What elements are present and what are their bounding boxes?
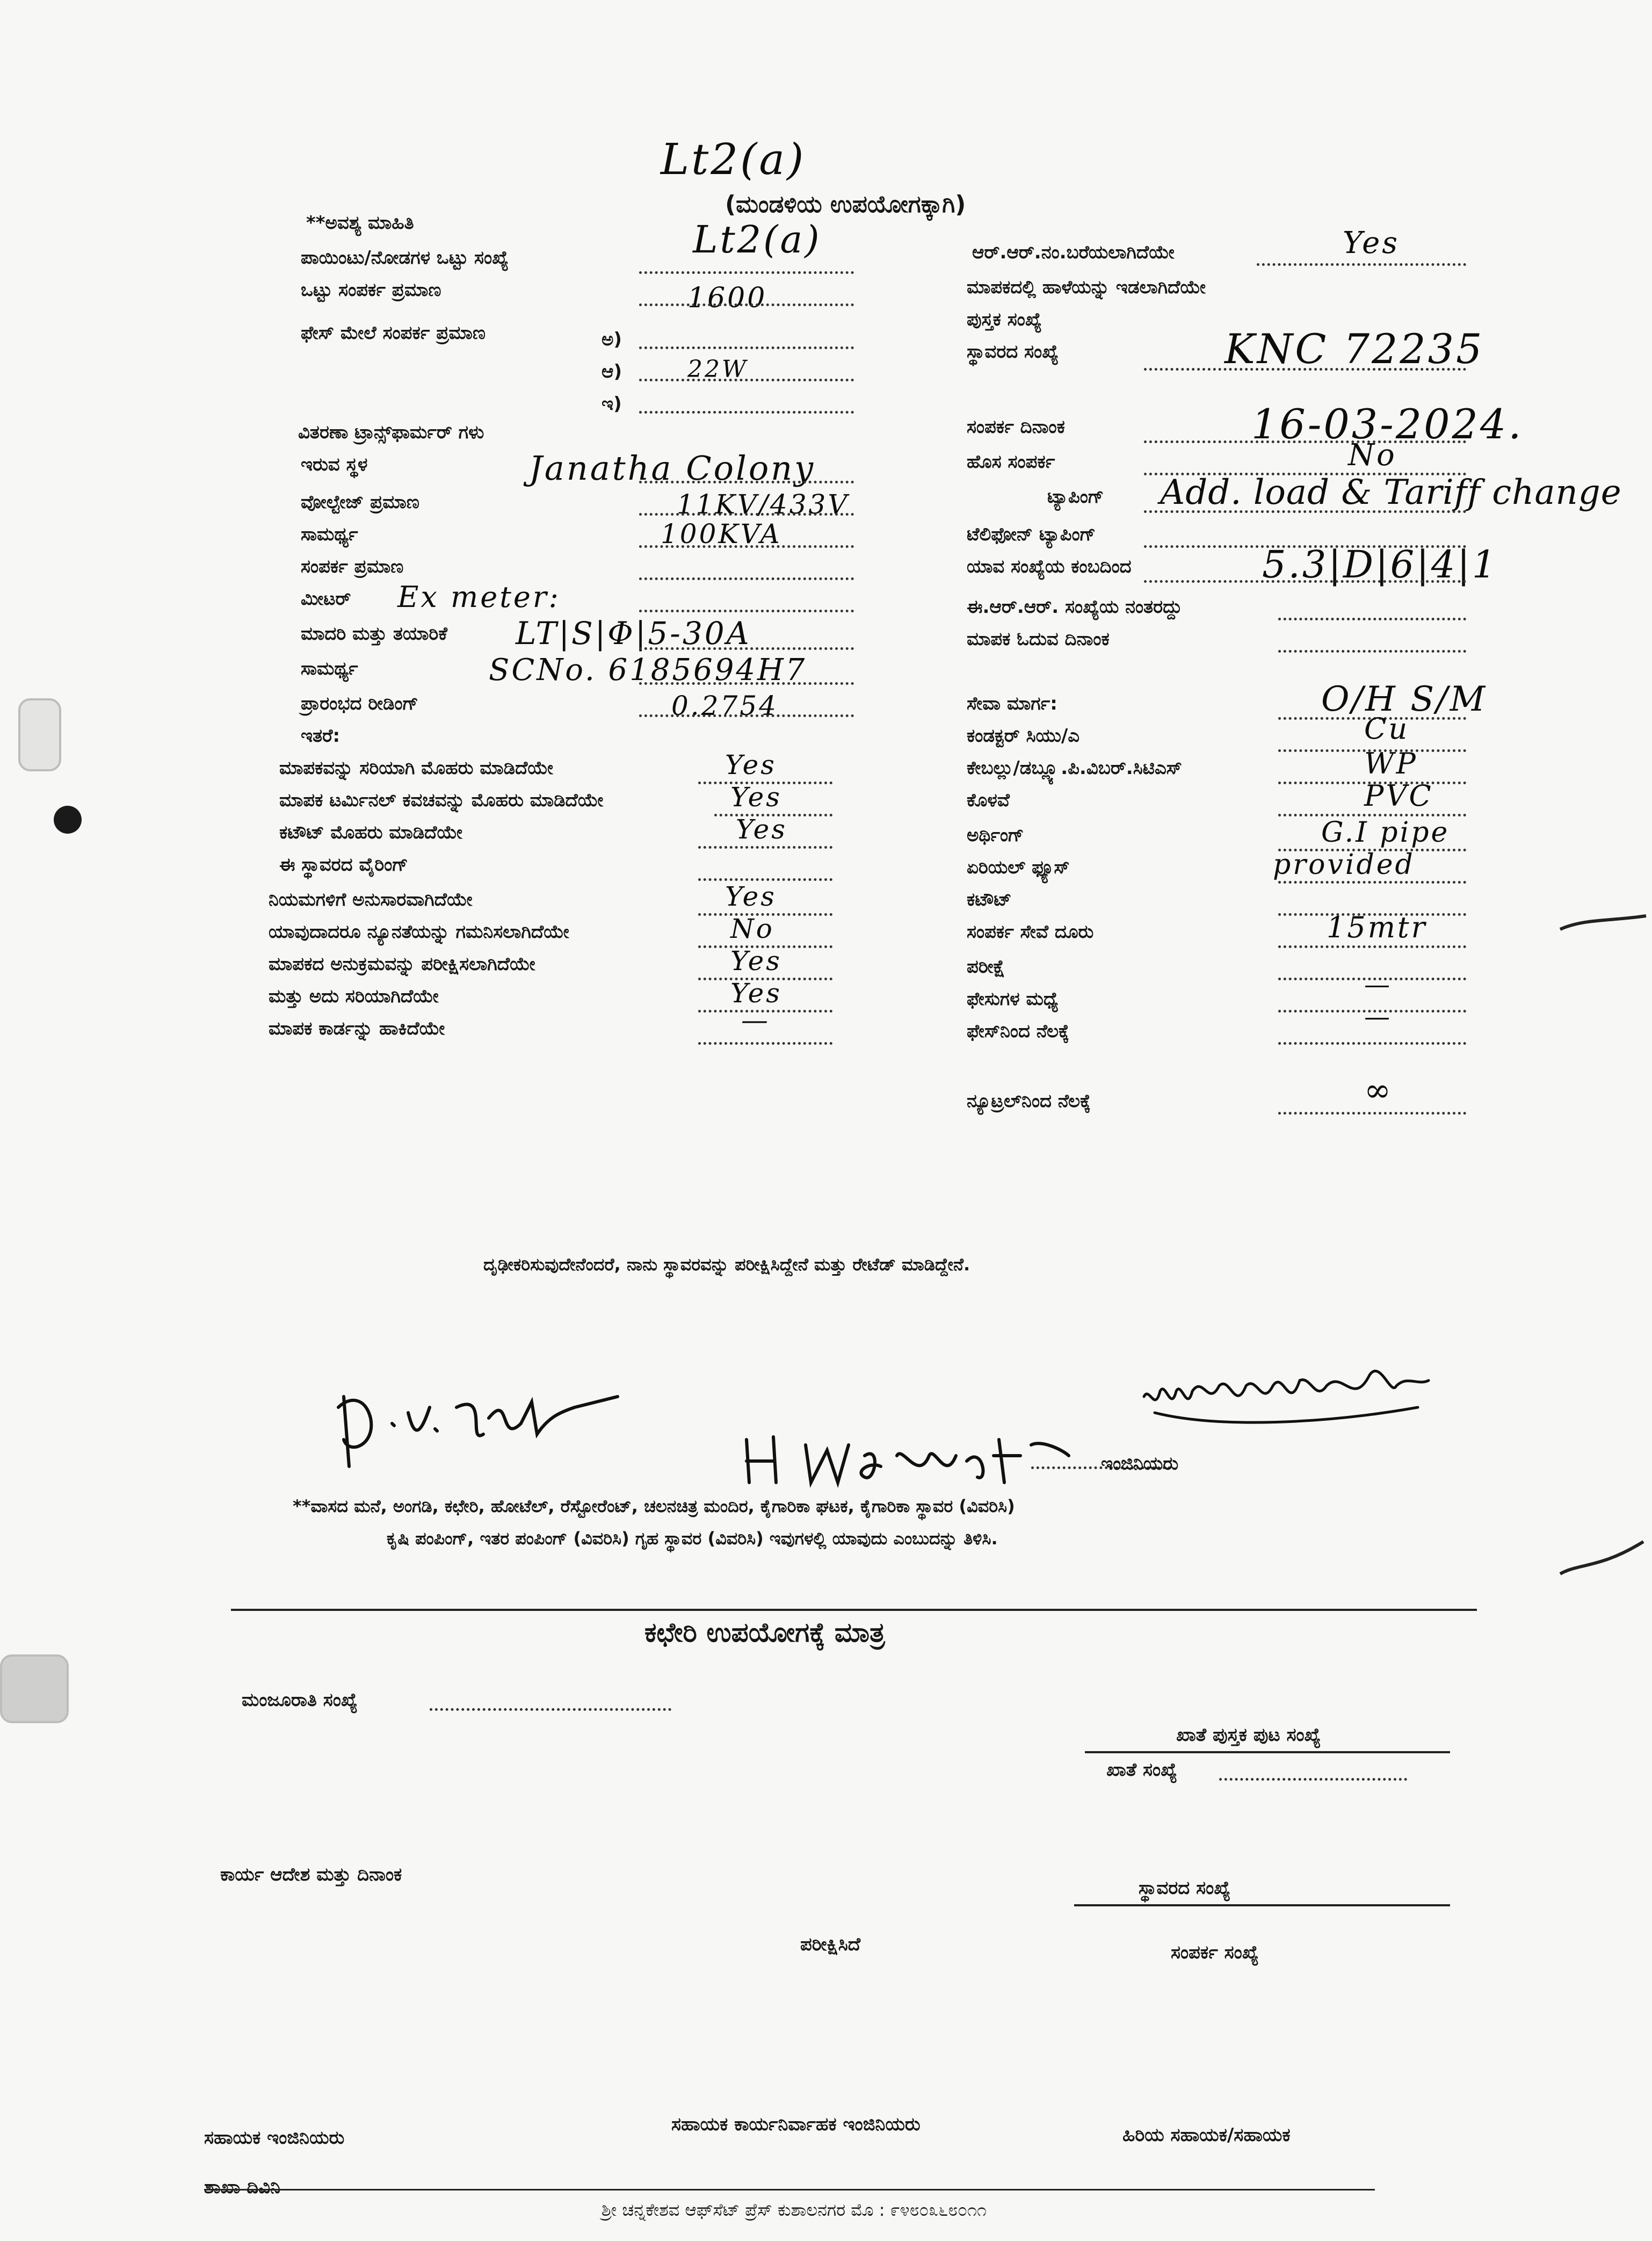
right-label-3: ಪುಸ್ತಕ ಸಂಖ್ಯೆ bbox=[967, 309, 1042, 330]
left-others: ಇತರೆ: bbox=[301, 725, 340, 747]
handwritten-top: Lt2(a) bbox=[661, 134, 806, 184]
right-label-17: ಏರಿಯಲ್ ಫ್ಯೂಸ್ bbox=[967, 857, 1070, 878]
office-sanction-line bbox=[430, 1708, 671, 1711]
right-label-6: ಹೊಸ ಸಂಪರ್ಕ bbox=[967, 451, 1055, 473]
left-check-8: ಮತ್ತು ಅದು ಸರಿಯಾಗಿದೆಯೇ bbox=[269, 986, 439, 1007]
left-check-6-value: No bbox=[730, 913, 774, 944]
right-label-11: ಮಾಪಕ ಓದುವ ದಿನಾಂಕ bbox=[967, 628, 1110, 650]
signature-1 bbox=[328, 1375, 628, 1472]
right-line-5 bbox=[1144, 440, 1466, 443]
left-line-6 bbox=[639, 513, 854, 516]
phase-a: ಅ) bbox=[602, 329, 622, 350]
right-label-7: ಟ್ಯಾಪಿಂಗ್ bbox=[1047, 486, 1104, 508]
left-check-line-9 bbox=[698, 1042, 832, 1045]
office-ledger-page: ಖಾತೆ ಪುಸ್ತಕ ಪುಟ ಸಂಖ್ಯೆ bbox=[1176, 1724, 1321, 1746]
right-label-4: ಸ್ಥಾವರದ ಸಂಖ್ಯೆ bbox=[967, 341, 1059, 363]
office-installation-line bbox=[1074, 1904, 1450, 1906]
phase-c: ಇ) bbox=[602, 393, 622, 415]
right-label-20: ಪರೀಕ್ಷೆ bbox=[967, 956, 1005, 978]
left-check-3: ಕಟೌಟ್ ಮೊಹರು ಮಾಡಿದೆಯೇ bbox=[279, 822, 463, 843]
left-label-1: ಪಾಯಿಂಟು/ನೋಡಗಳ ಒಟ್ಟು ಸಂಖ್ಯೆ bbox=[301, 247, 509, 269]
left-value-2: 1600 bbox=[687, 282, 767, 314]
left-value-6: 11KV/433V bbox=[677, 489, 850, 520]
punch-hole bbox=[54, 806, 82, 834]
binder-clip-bottom bbox=[0, 1654, 69, 1723]
phase-b: ಆ) bbox=[602, 361, 622, 382]
left-label-6: ವೋಲ್ಟೇಜ್ ಪ್ರಮಾಣ bbox=[301, 491, 419, 513]
office-ledger-line bbox=[1085, 1751, 1450, 1753]
right-value-15: PVC bbox=[1364, 779, 1433, 813]
left-line-8 bbox=[639, 577, 854, 580]
left-label-5: ಇರುವ ಸ್ಥಳ bbox=[301, 454, 368, 475]
binder-clip-top bbox=[18, 698, 61, 771]
left-check-9-value: — bbox=[741, 1004, 770, 1036]
left-check-5: ನಿಯಮಗಳಿಗೆ ಅನುಸಾರವಾಗಿದೆಯೇ bbox=[269, 889, 473, 910]
office-asst-engineer: ಸಹಾಯಕ ಇಂಜಿನಿಯರು bbox=[204, 2127, 345, 2149]
right-value-14: WP bbox=[1364, 747, 1418, 780]
right-label-10: ಈ.ಆರ್.ಆರ್. ಸಂಖ್ಯೆಯ ನಂತರದ್ದು bbox=[967, 596, 1182, 618]
left-line-12 bbox=[639, 714, 854, 717]
right-label-14: ಕೇಬಲ್ಲು/ಡಬ್ಲ್ಯೂ.ಪಿ.ವಿಬರ್.ಸಿಟಿಎಸ್ bbox=[967, 757, 1182, 779]
right-line-10 bbox=[1278, 618, 1466, 620]
right-label-19: ಸಂಪರ್ಕ ಸೇವೆ ದೂರು bbox=[967, 921, 1094, 943]
left-line-5 bbox=[639, 481, 854, 483]
right-value-21: — bbox=[1364, 970, 1392, 1000]
left-check-1-value: Yes bbox=[725, 749, 777, 780]
right-label-13: ಕಂಡಕ್ಟರ್ ಸಿಯು/ಎ bbox=[967, 725, 1080, 747]
left-check-8-value: Yes bbox=[730, 978, 782, 1009]
left-label-2: ಒಟ್ಟು ಸಂಪರ್ಕ ಪ್ರಮಾಣ bbox=[301, 279, 441, 301]
left-line-11 bbox=[639, 682, 854, 685]
left-check-7-value: Yes bbox=[730, 945, 782, 977]
left-line-3c bbox=[639, 411, 854, 414]
right-line-1 bbox=[1257, 263, 1466, 266]
left-line-3b bbox=[639, 379, 854, 381]
printer-credit: ಶ್ರೀ ಚನ್ನಕೇಶವ ಆಫ್‌ಸೆಟ್ ಪ್ರೆಸ್ ಕುಶಾಲನಗರ ಮೊ : ೯೪೮೦೩೬೮೦೧೧ bbox=[602, 2200, 987, 2220]
right-label-9: ಯಾವ ಸಂಖ್ಯೆಯ ಕಂಬದಿಂದ bbox=[967, 556, 1132, 577]
left-line-1 bbox=[639, 271, 854, 274]
right-value-1: Yes bbox=[1343, 226, 1400, 261]
right-label-12: ಸೇವಾ ಮಾರ್ಗ: bbox=[967, 693, 1057, 714]
right-label-2: ಮಾಪಕದಲ್ಲಿ ಹಾಳೆಯನ್ನು ಇಡಲಾಗಿದೆಯೇ bbox=[967, 277, 1206, 298]
left-check-7: ಮಾಪಕದ ಅನುಕ್ರಮವನ್ನು ಪರೀಕ್ಷಿಸಲಾಗಿದೆಯೇ bbox=[269, 953, 535, 975]
right-label-18: ಕಟೌಟ್ bbox=[967, 889, 1012, 910]
office-work-order: ಕಾರ್ಯ ಆದೇಶ ಮತ್ತು ದಿನಾಂಕ bbox=[220, 1864, 402, 1885]
right-label-22: ಫೇಸ್‌ನಿಂದ ನೆಲಕ್ಕೆ bbox=[967, 1021, 1069, 1042]
right-value-16: G.I pipe bbox=[1321, 816, 1450, 849]
right-label-21: ಫೇಸುಗಳ ಮಧ್ಯೆ bbox=[967, 988, 1059, 1010]
right-value-23: ∞ bbox=[1364, 1072, 1393, 1109]
right-value-9: 5.3|D|6|4|1 bbox=[1262, 543, 1498, 587]
left-check-5-value: Yes bbox=[725, 881, 777, 912]
engineer-label: ಇಂಜಿನಿಯರು bbox=[1101, 1453, 1179, 1474]
left-label-7: ಸಾಮರ್ಥ್ಯ bbox=[301, 524, 358, 545]
left-line-10 bbox=[639, 647, 854, 650]
right-line-11 bbox=[1278, 650, 1466, 653]
footer-divider bbox=[204, 2189, 1375, 2191]
footnote-line-1: **ವಾಸದ ಮನೆ, ಅಂಗಡಿ, ಕಛೇರಿ, ಹೋಟೆಲ್, ರೆಸ್ಟೋರೆಂಟ್, ಚಲನಚಿತ್ರ ಮಂದಿರ, ಕೈಗಾರಿಕಾ ಘಟಕ, ಕೈಗಾರಿಕಾ ಸ್ಥಾವರ (ವಿವರಿಸಿ) bbox=[293, 1496, 1015, 1516]
left-line-2 bbox=[639, 303, 854, 306]
left-check-9: ಮಾಪಕ ಕಾರ್ಡನ್ನು ಹಾಕಿದೆಯೇ bbox=[269, 1018, 445, 1039]
right-label-15: ಕೊಳವೆ bbox=[967, 790, 1010, 811]
office-senior-asst: ಹಿರಿಯ ಸಹಾಯಕ/ಸಹಾಯಕ bbox=[1122, 2124, 1291, 2146]
left-check-2: ಮಾಪಕ ಟರ್ಮಿನಲ್ ಕವಚವನ್ನು ಮೊಹರು ಮಾಡಿದೆಯೇ bbox=[279, 790, 604, 811]
board-use-heading: (ಮಂಡಳಿಯ ಉಪಯೋಗಕ್ಕಾಗಿ) bbox=[725, 191, 966, 218]
office-account-no: ಖಾತೆ ಸಂಖ್ಯೆ bbox=[1106, 1759, 1177, 1781]
right-line-19 bbox=[1278, 945, 1466, 948]
left-value-7: 100KVA bbox=[661, 518, 782, 550]
office-divider bbox=[231, 1609, 1477, 1611]
left-line-9 bbox=[639, 610, 854, 612]
left-label-3: ಫೇಸ್ ಮೇಲೆ ಸಂಪರ್ಕ ಪ್ರಮಾಣ bbox=[301, 322, 486, 344]
phase-b-value: 22W bbox=[687, 356, 749, 383]
right-label-16: ಅರ್ಥಿಂಗ್ bbox=[967, 825, 1024, 846]
right-line-23 bbox=[1278, 1112, 1466, 1115]
left-label-10: ಮಾದರಿ ಮತ್ತು ತಯಾರಿಕೆ bbox=[301, 623, 448, 645]
left-value-9: Ex meter: bbox=[397, 580, 561, 614]
right-label-5: ಸಂಪರ್ಕ ದಿನಾಂಕ bbox=[967, 416, 1065, 438]
office-installation-no: ಸ್ಥಾವರದ ಸಂಖ್ಯೆ bbox=[1139, 1877, 1231, 1899]
right-value-5: 16-03-2024. bbox=[1251, 400, 1524, 448]
right-label-1: ಆರ್.ಆರ್.ನಂ.ಬರೆಯಲಾಗಿದೆಯೇ bbox=[972, 242, 1175, 263]
transformer-title: ವಿತರಣಾ ಟ್ರಾನ್ಸ್‌ಫಾರ್ಮರ್ ಗಳು bbox=[298, 422, 484, 443]
left-section-title: **ಅವಶ್ಯ ಮಾಹಿತಿ bbox=[306, 212, 414, 234]
left-check-1: ಮಾಪಕವನ್ನು ಸರಿಯಾಗಿ ಮೊಹರು ಮಾಡಿದೆಯೇ bbox=[279, 757, 553, 779]
right-value-7: Add. load & Tariff change bbox=[1160, 473, 1622, 512]
office-section: ಶಾಖಾ ದಿವಿನಿ bbox=[204, 2177, 281, 2198]
left-value-10: LT|S|Φ|5-30A bbox=[516, 615, 751, 652]
handwritten-top2: Lt2(a) bbox=[693, 218, 822, 262]
footnote-line-2: ಕೃಷಿ ಪಂಪಿಂಗ್, ಇತರ ಪಂಪಿಂಗ್ (ವಿವರಿಸಿ) ಗೃಹ ಸ್ಥಾವರ (ವಿವರಿಸಿ) ಇವುಗಳಲ್ಲಿ ಯಾವುದು ಎಂಬುದನ್ನು ತಿಳಿಸಿ. bbox=[387, 1528, 998, 1549]
office-asst-exec-engineer: ಸಹಾಯಕ ಕಾರ್ಯನಿರ್ವಾಹಕ ಇಂಜಿನಿಯರು bbox=[671, 2114, 921, 2135]
right-value-17: provided bbox=[1273, 849, 1415, 881]
office-title: ಕಛೇರಿ ಉಪಯೋಗಕ್ಕೆ ಮಾತ್ರ bbox=[644, 1617, 885, 1648]
right-value-6: No bbox=[1348, 438, 1397, 473]
signature-2 bbox=[741, 1423, 1074, 1493]
left-check-4: ಈ ಸ್ಥಾವರದ ವೈರಿಂಗ್ bbox=[279, 854, 408, 876]
right-line-22 bbox=[1278, 1042, 1466, 1045]
right-label-23: ನ್ಯೂಟ್ರಲ್‌ನಿಂದ ನೆಲಕ್ಕೆ bbox=[967, 1090, 1091, 1112]
declaration-text: ದೃಢೀಕರಿಸುವುದೇನೆಂದರೆ, ನಾನು ಸ್ಥಾವರವನ್ನು ಪರೀಕ್ಷಿಸಿದ್ದೇನೆ ಮತ್ತು ರೇಟೆಡ್ ಮಾಡಿದ್ದೇನೆ. bbox=[483, 1254, 970, 1275]
left-check-6: ಯಾವುದಾದರೂ ನ್ಯೂನತೆಯನ್ನು ಗಮನಿಸಲಾಗಿದೆಯೇ bbox=[269, 921, 569, 943]
right-value-22: — bbox=[1364, 1002, 1392, 1032]
left-check-3-value: Yes bbox=[736, 814, 787, 845]
left-value-12: 0.2754 bbox=[671, 690, 778, 721]
left-label-8: ಸಂಪರ್ಕ ಪ್ರಮಾಣ bbox=[301, 556, 404, 577]
right-value-4: KNC 72235 bbox=[1224, 325, 1484, 373]
right-value-12: O/H S/M bbox=[1321, 679, 1488, 719]
left-check-2-value: Yes bbox=[730, 782, 782, 813]
office-account-line bbox=[1219, 1778, 1407, 1781]
left-label-12: ಪ್ರಾರಂಭದ ರೀಡಿಂಗ್ bbox=[301, 693, 418, 714]
stray-mark-2 bbox=[1557, 1536, 1649, 1579]
office-checked: ಪರೀಕ್ಷಿಸಿದೆ bbox=[800, 1934, 861, 1955]
left-value-5: Janatha Colony bbox=[529, 449, 816, 488]
right-line-9 bbox=[1144, 580, 1466, 583]
right-line-7 bbox=[1144, 510, 1466, 513]
right-label-8: ಟೆಲಿಫೋನ್ ಟ್ಯಾಪಿಂಗ್ bbox=[967, 524, 1096, 545]
right-value-13: Cu bbox=[1364, 712, 1410, 746]
left-label-11: ಸಾಮರ್ಥ್ಯ bbox=[301, 658, 358, 679]
signature-3 bbox=[1139, 1354, 1439, 1434]
left-line-3a bbox=[639, 346, 854, 349]
right-value-19: 15mtr bbox=[1327, 910, 1428, 944]
left-line-7 bbox=[639, 545, 854, 548]
stray-mark bbox=[1557, 908, 1649, 935]
office-sanction: ಮಂಜೂರಾತಿ ಸಂಖ್ಯೆ bbox=[242, 1689, 358, 1711]
right-line-4 bbox=[1144, 368, 1466, 371]
right-line-17 bbox=[1278, 881, 1466, 884]
office-connection-no: ಸಂಪರ್ಕ ಸಂಖ್ಯೆ bbox=[1171, 1942, 1259, 1963]
left-value-11: SCNo. 6185694H7 bbox=[489, 653, 807, 688]
left-check-line-3 bbox=[698, 846, 832, 849]
left-label-9: ಮೀಟರ್ bbox=[301, 588, 351, 610]
